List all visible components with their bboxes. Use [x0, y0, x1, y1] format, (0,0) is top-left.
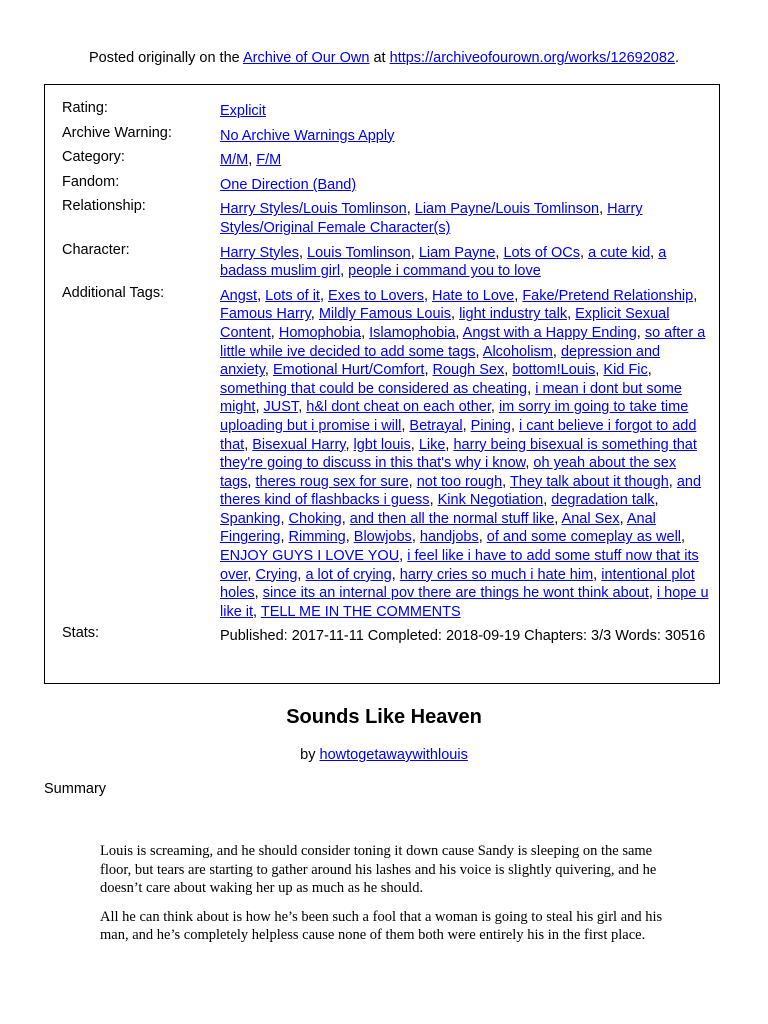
meta-row-additional-tags: [45, 284, 719, 622]
tag-link[interactable]: a badass muslim girl: [220, 244, 667, 280]
tag-separator: ,: [510, 417, 520, 434]
tag-separator: ,: [340, 263, 349, 280]
meta-label-warning: Archive Warning:: [62, 124, 172, 141]
tag-separator: ,: [475, 343, 483, 360]
tag-separator: ,: [567, 306, 576, 323]
tag-separator: ,: [445, 436, 454, 453]
posted-originally-line: [0, 48, 768, 68]
meta-row-category: [45, 148, 719, 170]
tag-link[interactable]: i hope u like it: [220, 585, 709, 620]
tag-separator: ,: [636, 324, 645, 341]
summary-paragraph: All he can think about is how he’s been such a fool that a woman is going to steal his girl and his man, and he’s completely helpless cause none of them both were entirely his in the first place.: [100, 908, 663, 943]
tag-separator: ,: [310, 306, 319, 323]
tag-separator: ,: [406, 201, 415, 218]
meta-value-relationship: [220, 197, 719, 237]
author-link[interactable]: howtogetawaywithlouis: [319, 747, 468, 763]
meta-row-stats: [45, 624, 719, 646]
tag-separator: ,: [599, 201, 608, 218]
tag-link[interactable]: Lots of OCs: [503, 244, 581, 261]
meta-row-fandom: [45, 173, 719, 195]
tag-link[interactable]: JUST: [263, 399, 299, 416]
tag-link[interactable]: depression and anxiety: [220, 343, 661, 379]
tag-link[interactable]: Famous Harry: [220, 306, 311, 323]
tag-separator: ,: [429, 492, 438, 509]
meta-row-relationship: [45, 197, 719, 237]
byline-prefix: by: [300, 747, 320, 763]
tag-separator: ,: [593, 566, 602, 583]
meta-value-character: [220, 241, 719, 281]
tag-link[interactable]: ENJOY GUYS I LOVE YOU: [220, 548, 400, 565]
meta-label-additional-tags: Additional Tags:: [62, 284, 165, 301]
tag-link[interactable]: and theres kind of flashbacks i guess: [220, 473, 702, 509]
tag-link[interactable]: Bisexual Harry: [252, 436, 346, 453]
tag-separator: ,: [298, 244, 308, 261]
tag-link[interactable]: Angst with a Happy Ending: [462, 324, 637, 341]
tag-link[interactable]: lgbt louis: [353, 436, 411, 453]
tag-link[interactable]: of and some comeplay as well: [486, 529, 682, 546]
tag-separator: ,: [668, 473, 677, 490]
tag-link[interactable]: Angst: [220, 287, 258, 304]
tag-link[interactable]: No Archive Warnings Apply: [220, 127, 395, 144]
tag-link[interactable]: They talk about it though: [509, 473, 669, 490]
tag-link[interactable]: Liam Payne/Louis Tomlinson: [414, 201, 600, 218]
meta-row-character: [45, 241, 719, 281]
tag-separator: ,: [423, 287, 433, 304]
tag-separator: ,: [401, 417, 410, 434]
tag-separator: ,: [410, 244, 419, 261]
tag-separator: ,: [391, 566, 400, 583]
tag-link[interactable]: light industry talk: [459, 306, 568, 323]
tag-separator: ,: [255, 399, 264, 416]
meta-label-category: Category:: [62, 149, 125, 166]
meta-label-rating: Rating:: [62, 100, 108, 116]
tag-link[interactable]: Explicit: [220, 103, 266, 119]
tag-link[interactable]: Hate to Love: [432, 287, 515, 304]
tag-link[interactable]: Anal Fingering: [220, 510, 656, 546]
tag-link[interactable]: TELL ME IN THE COMMENTS: [260, 603, 461, 620]
tag-separator: ,: [619, 510, 627, 527]
tag-separator: ,: [399, 548, 408, 565]
tag-link[interactable]: Mildly Famous Louis: [318, 306, 452, 323]
tag-link[interactable]: Exes to Lovers: [328, 287, 424, 304]
tag-separator: ,: [424, 362, 433, 379]
tag-separator: ,: [495, 244, 504, 261]
tag-link[interactable]: harry being bisexual is something that they're going to discuss in this that's why i know: [220, 436, 697, 472]
tag-separator: ,: [580, 244, 589, 261]
tag-separator: ,: [247, 473, 256, 490]
tag-link[interactable]: Kink Negotiation: [437, 492, 544, 509]
tag-link[interactable]: so after a little while ive decided to add some tags: [220, 324, 706, 360]
tag-link[interactable]: degradation talk: [551, 492, 655, 509]
meta-value-rating: [220, 99, 719, 121]
tag-link[interactable]: oh yeah about the sex tags: [220, 455, 677, 490]
tag-separator: ,: [280, 510, 289, 527]
tag-separator: ,: [345, 436, 354, 453]
tag-separator: ,: [525, 455, 534, 472]
tag-separator: ,: [478, 529, 487, 546]
tag-separator: ,: [270, 324, 279, 341]
tag-link[interactable]: and then all the normal stuff like: [349, 510, 555, 527]
tag-link[interactable]: Harry Styles/Louis Tomlinson: [220, 201, 407, 218]
tag-link[interactable]: Harry Styles/Original Female Character(s): [220, 201, 643, 236]
tag-link[interactable]: Liam Payne: [418, 244, 496, 261]
tag-link[interactable]: h&l dont cheat on each other: [306, 399, 491, 416]
tag-link[interactable]: Harry Styles: [220, 244, 299, 261]
tag-separator: ,: [319, 287, 329, 304]
tag-link[interactable]: Louis Tomlinson: [307, 244, 411, 261]
tag-link[interactable]: Betrayal: [409, 417, 463, 434]
work-metadata-box: [44, 84, 720, 684]
tag-separator: ,: [554, 510, 562, 527]
tag-link[interactable]: something that could be considered as cheating: [220, 380, 528, 397]
tag-separator: ,: [254, 585, 263, 602]
tag-link[interactable]: Lots of it: [265, 287, 320, 304]
tag-link[interactable]: Explicit Sexual Content: [220, 306, 670, 341]
work-url-link[interactable]: https://archiveofourown.org/works/12692082: [389, 50, 675, 66]
tag-separator: ,: [552, 343, 561, 360]
tag-separator: ,: [647, 362, 652, 379]
tag-link[interactable]: Pining: [470, 417, 511, 434]
tag-separator: ,: [595, 362, 604, 379]
summary-paragraph: Louis is screaming, and he should consider toning it down cause Sandy is sleeping on the same floor, but tears are starting to gather around his lashes and his voice is slightly quivering, and he doesn’t care about waking her up as much as he should.: [100, 843, 657, 896]
tag-separator: ,: [361, 324, 370, 341]
tag-separator: ,: [543, 492, 552, 509]
tag-separator: ,: [527, 380, 536, 397]
summary-heading: Summary: [44, 781, 107, 797]
meta-value-warning: [220, 124, 719, 146]
tag-separator: ,: [264, 362, 273, 379]
tag-link[interactable]: since its an internal pov there are things he wont think about: [262, 585, 649, 602]
tag-separator: ,: [298, 399, 307, 416]
tag-separator: ,: [297, 566, 306, 583]
summary-body: [100, 842, 670, 955]
meta-label-relationship: Relationship:: [62, 198, 146, 215]
tag-separator: ,: [514, 287, 523, 304]
tag-separator: ,: [280, 529, 289, 546]
meta-row-rating: [45, 99, 719, 121]
tag-link[interactable]: Kid Fic: [603, 362, 648, 379]
tag-link[interactable]: im sorry im going to take time uploading but i promise i will: [220, 399, 689, 434]
tag-link[interactable]: harry cries so much i hate him: [399, 566, 594, 583]
tag-link[interactable]: Islamophobia: [369, 324, 456, 341]
tag-link[interactable]: Crying: [255, 566, 298, 583]
tag-link[interactable]: theres roug sex for sure: [255, 473, 409, 490]
tag-link[interactable]: Anal Sex: [561, 510, 620, 527]
meta-row-warning: [45, 124, 719, 146]
byline: [0, 745, 768, 765]
meta-value-category: [220, 148, 719, 170]
meta-value-additional-tags: [220, 284, 719, 622]
tag-separator: ,: [408, 473, 417, 490]
tag-separator: ,: [490, 399, 499, 416]
meta-label-stats: Stats:: [62, 625, 100, 642]
posted-suffix: .: [674, 50, 679, 66]
tag-link[interactable]: i mean i dont but some might: [220, 380, 682, 416]
tag-link[interactable]: people i command you to love: [348, 263, 541, 280]
tag-separator: ,: [253, 603, 261, 620]
tag-separator: ,: [654, 492, 659, 509]
tag-separator: ,: [411, 529, 420, 546]
meta-label-character: Character:: [62, 241, 130, 258]
tag-link[interactable]: Choking: [288, 510, 342, 527]
posted-prefix: Posted originally on the: [88, 50, 243, 66]
tag-separator: ,: [247, 566, 256, 583]
tag-link[interactable]: Rough Sex: [432, 362, 505, 379]
tag-link[interactable]: Homophobia: [278, 324, 362, 341]
tag-separator: ,: [455, 324, 463, 341]
tag-separator: ,: [650, 244, 659, 261]
tag-link[interactable]: One Direction (Band): [220, 176, 357, 193]
tag-separator: ,: [681, 529, 686, 546]
tag-link[interactable]: Emotional Hurt/Comfort: [272, 362, 425, 379]
tag-separator: ,: [341, 510, 350, 527]
work-title: Sounds Like Heaven: [286, 706, 482, 728]
tag-link[interactable]: Rimming: [288, 529, 346, 546]
tag-separator: ,: [462, 417, 471, 434]
tag-separator: ,: [451, 306, 460, 323]
tag-link[interactable]: i cant believe i forgot to add that: [220, 417, 697, 453]
tag-separator: ,: [345, 529, 354, 546]
tag-separator: ,: [502, 473, 510, 490]
tag-link[interactable]: a cute kid: [588, 244, 651, 261]
meta-value-stats: Published: 2017-11-11 Completed: 2018-09-19 Chapters: 3/3 Words: 30516: [220, 628, 706, 645]
tag-link[interactable]: F/M: [256, 152, 282, 169]
meta-label-fandom: Fandom:: [62, 173, 120, 190]
tag-separator: ,: [257, 287, 266, 304]
tag-link[interactable]: Alcoholism: [482, 343, 553, 360]
tag-separator: ,: [410, 436, 419, 453]
tag-link[interactable]: a lot of crying: [305, 566, 392, 583]
tag-link[interactable]: M/M: [220, 152, 249, 169]
tag-link[interactable]: handjobs: [419, 529, 479, 546]
meta-value-fandom: [220, 173, 719, 195]
tag-link[interactable]: not too rough: [416, 473, 503, 490]
tag-separator: ,: [693, 287, 698, 304]
tag-link[interactable]: Blowjobs: [353, 529, 412, 546]
tag-separator: ,: [504, 362, 513, 379]
tag-link[interactable]: bottom!Louis: [512, 362, 596, 379]
tag-link[interactable]: Spanking: [220, 510, 281, 527]
tag-link[interactable]: intentional plot holes: [220, 566, 695, 602]
archive-link[interactable]: Archive of Our Own: [242, 50, 370, 66]
tag-link[interactable]: Like: [418, 436, 446, 453]
tag-link[interactable]: i feel like i have to add some stuff now that its over: [220, 548, 699, 583]
tag-separator: ,: [244, 436, 253, 453]
tag-link[interactable]: Fake/Pretend Relationship: [522, 287, 694, 304]
tag-separator: ,: [248, 152, 257, 169]
posted-middle: at: [369, 50, 390, 66]
tag-separator: ,: [648, 585, 657, 602]
